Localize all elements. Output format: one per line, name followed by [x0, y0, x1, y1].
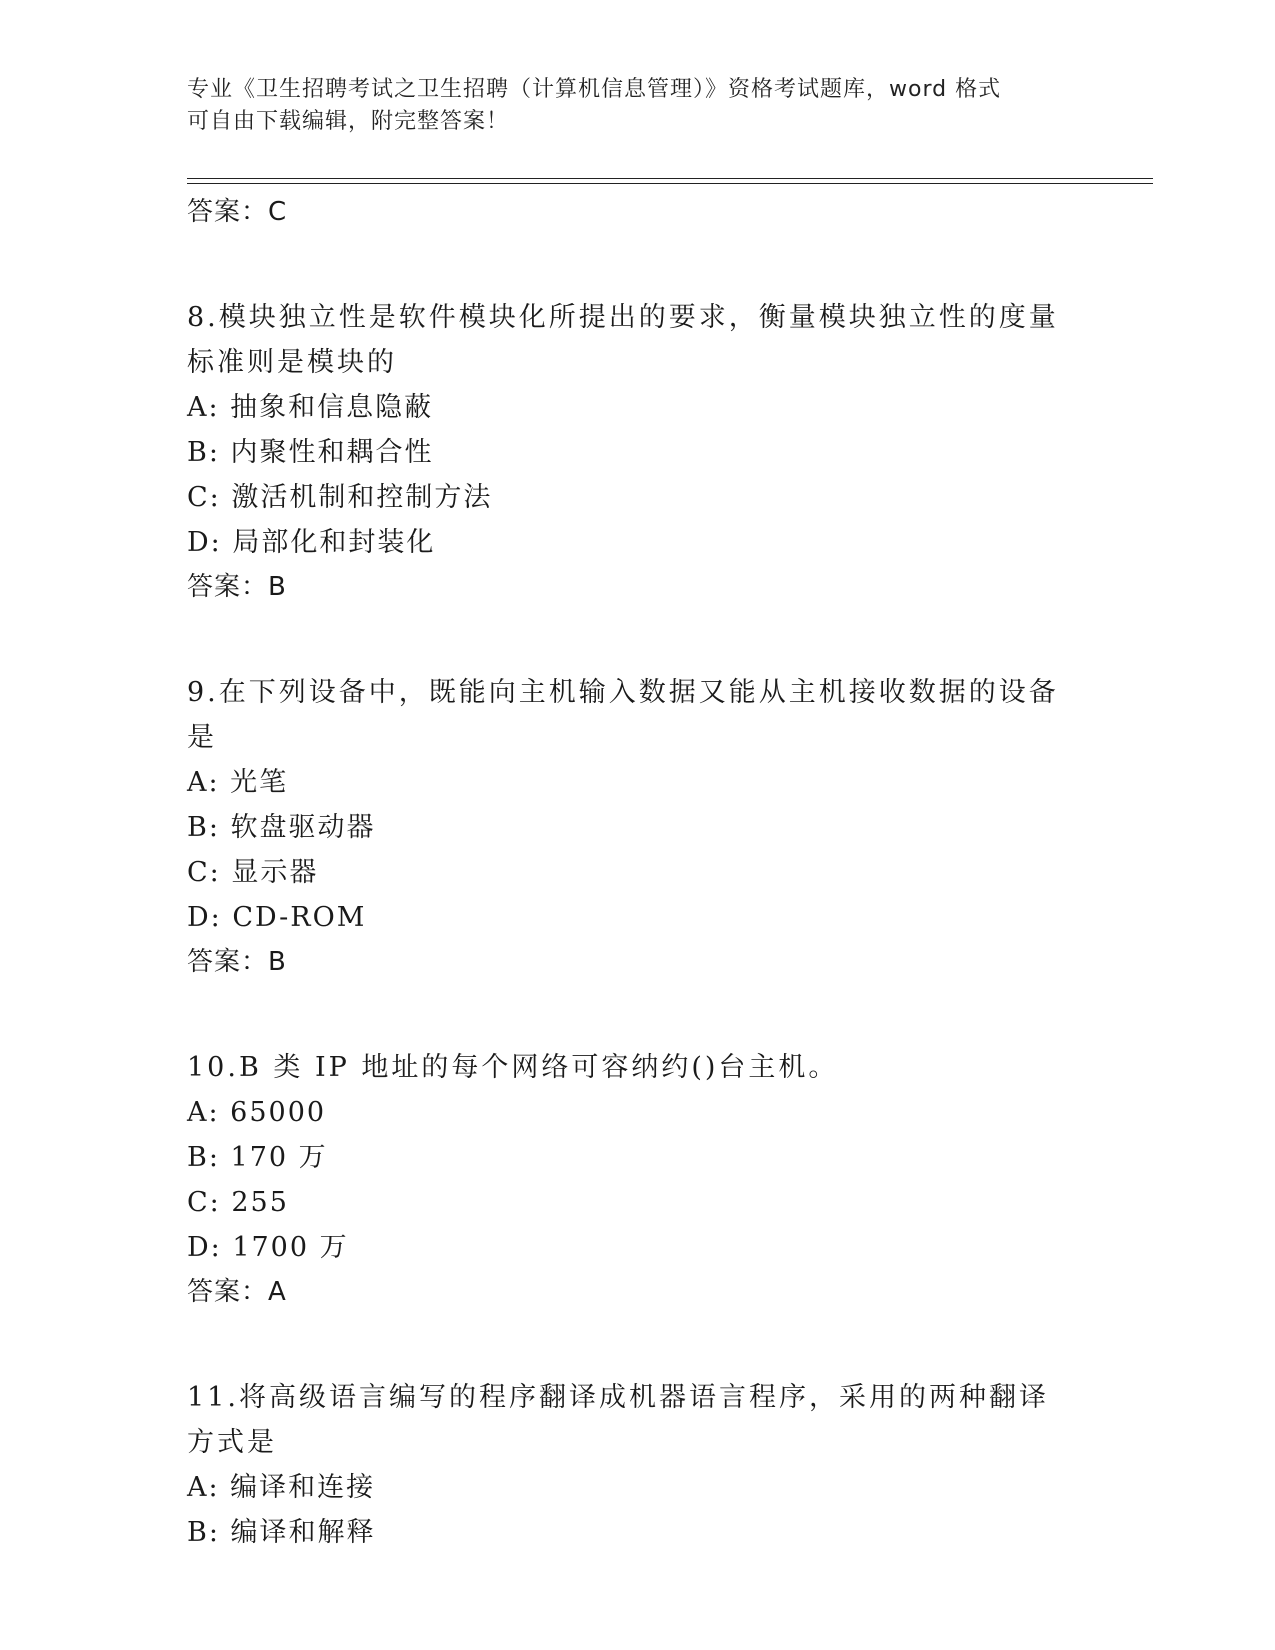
- spacer: [187, 984, 1087, 1029]
- question-10-answer: 答案：A: [187, 1277, 287, 1307]
- question-9-answer: 答案：B: [187, 947, 287, 977]
- question-11-option-b: B: 编译和解释: [187, 1517, 376, 1548]
- question-10-option-c: C: 255: [187, 1187, 289, 1218]
- question-9-option-b: B: 软盘驱动器: [187, 812, 376, 843]
- question-9-option-c: C: 显示器: [187, 857, 319, 888]
- question-11-option-a: A: 编译和连接: [187, 1472, 376, 1503]
- question-8-text: 8.模块独立性是软件模块化所提出的要求，衡量模块独立性的度量标准则是模块的: [187, 302, 1059, 378]
- question-11-text: 11.将高级语言编写的程序翻译成机器语言程序，采用的两种翻译方式是: [187, 1382, 1049, 1458]
- spacer: [187, 609, 1087, 654]
- question-10-option-a: A: 65000: [187, 1097, 327, 1128]
- header-divider-top: [187, 178, 1153, 179]
- question-10-option-d: D: 1700 万: [187, 1232, 349, 1263]
- spacer: [187, 234, 1087, 279]
- question-8-option-b: B: 内聚性和耦合性: [187, 437, 434, 468]
- header-divider-bottom: [187, 183, 1153, 184]
- question-8-option-d: D: 局部化和封装化: [187, 527, 436, 558]
- question-list: [187, 190, 1087, 1555]
- document-header: [187, 74, 1067, 138]
- question-10-text: 10.B 类 IP 地址的每个网络可容纳约()台主机。: [187, 1052, 839, 1083]
- question-9-option-d: D: CD-ROM: [187, 902, 367, 933]
- header-line-1: 专业《卫生招聘考试之卫生招聘（计算机信息管理）》资格考试题库，word 格式: [187, 77, 1002, 102]
- question-9-text: 9.在下列设备中，既能向主机输入数据又能从主机接收数据的设备是: [187, 677, 1059, 753]
- question-8-option-a: A: 抽象和信息隐蔽: [187, 392, 434, 423]
- spacer: [187, 1314, 1087, 1359]
- question-8-answer: 答案：B: [187, 572, 287, 602]
- header-line-2: 可自由下载编辑，附完整答案！: [187, 109, 510, 134]
- question-8-option-c: C: 激活机制和控制方法: [187, 482, 493, 513]
- question-9-option-a: A: 光笔: [187, 767, 289, 798]
- question-10-option-b: B: 170 万: [187, 1142, 328, 1173]
- answer-line: 答案：C: [187, 197, 288, 227]
